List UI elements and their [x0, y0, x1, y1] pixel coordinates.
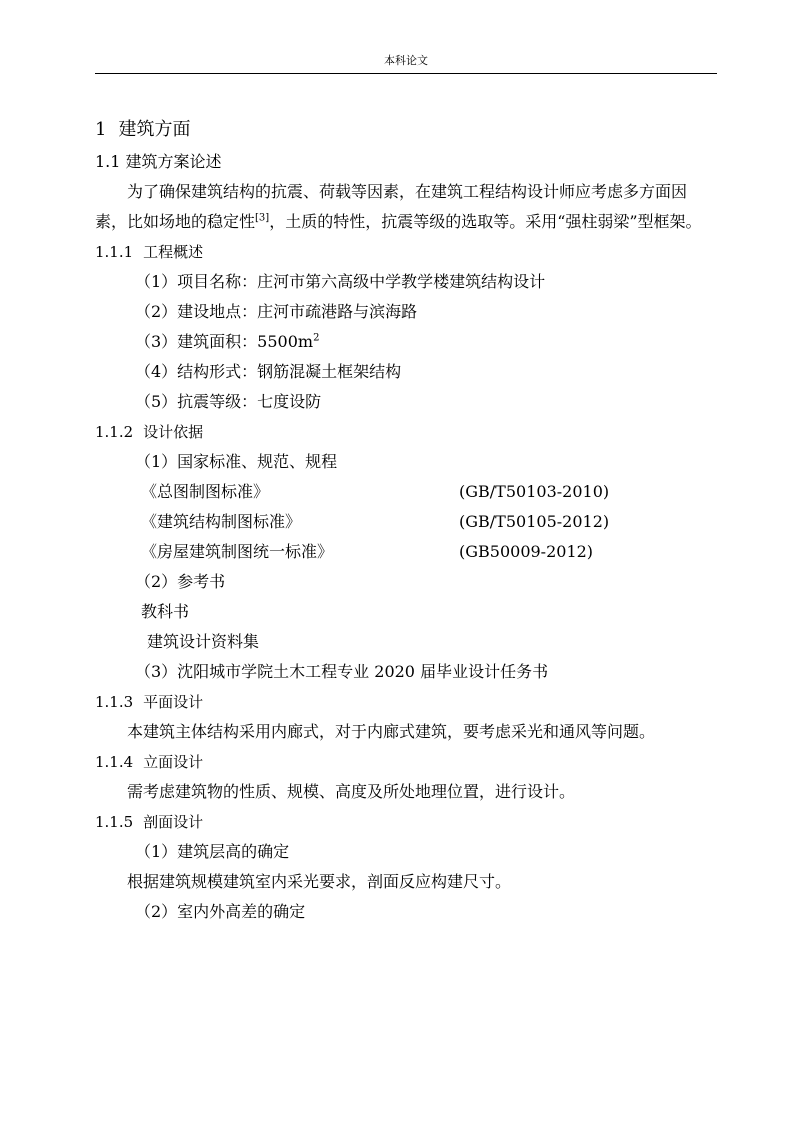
page-content — [95, 115, 717, 927]
subsection-heading-1-1-2 — [95, 417, 717, 447]
list-item: （3）建筑面积：$5500m^2$ — [135, 332, 320, 351]
subsection-number: 1.1.4 — [95, 753, 134, 771]
subsection-paragraph: 本建筑主体结构采用内廊式，对于内廊式建筑，要考虑采光和通风等问题。 — [127, 722, 656, 741]
section-paragraph: 为了确保建筑结构的抗震、荷载等因素，在建筑工程结构设计师应考虑多方面因素，比如场地的稳定性[3]，土质的特性，抗震等级的选取等。采用“强柱弱梁”型框架。 — [95, 182, 702, 231]
standard-row — [95, 477, 717, 507]
subsection-heading-1-1-1 — [95, 237, 717, 267]
standard-title: 《房屋建筑制图统一标准》 — [141, 542, 334, 561]
subsection-title: 平面设计 — [143, 693, 204, 711]
standard-code: (GB50009-2012) — [459, 542, 594, 561]
book-item: 建筑设计资料集 — [147, 632, 260, 651]
header-rule — [95, 73, 717, 74]
standard-code: (GB/T50103-2010) — [459, 482, 610, 501]
section-heading — [95, 147, 717, 177]
subsection-heading-1-1-5 — [95, 807, 717, 837]
standard-title: 《总图制图标准》 — [141, 482, 270, 501]
citation: [3] — [255, 212, 270, 224]
section-title: 建筑方案论述 — [125, 152, 222, 171]
chapter-title: 建筑方面 — [118, 119, 191, 140]
chapter-number: 1 — [95, 119, 107, 140]
subsection-title: 立面设计 — [143, 753, 204, 771]
list-item: （3）沈阳城市学院土木工程专业 2020 届毕业设计任务书 — [135, 662, 549, 681]
list-item: （1）国家标准、规范、规程 — [135, 452, 338, 471]
list-item: （1）项目名称：庄河市第六高级中学教学楼建筑结构设计 — [135, 272, 546, 291]
subsection-number: 1.1.3 — [95, 693, 134, 711]
standard-code: (GB/T50105-2012) — [459, 512, 610, 531]
subsection-title: 剖面设计 — [143, 813, 204, 831]
standard-row — [95, 537, 717, 567]
running-header: 本科论文 — [384, 54, 428, 67]
subsection-title: 设计依据 — [143, 423, 204, 441]
subsection-number: 1.1.1 — [95, 243, 134, 261]
superscript: 2 — [313, 332, 320, 344]
standard-title: 《建筑结构制图标准》 — [141, 512, 302, 531]
subsection-heading-1-1-4 — [95, 747, 717, 777]
subsection-heading-1-1-3 — [95, 687, 717, 717]
subsection-number: 1.1.5 — [95, 813, 134, 831]
subsection-title: 工程概述 — [143, 243, 204, 261]
list-item: （2）建设地点：庄河市疏港路与滨海路 — [135, 302, 418, 321]
list-item: （2）参考书 — [135, 572, 226, 591]
list-item: （1）建筑层高的确定 — [135, 842, 290, 861]
list-item: （2）室内外高差的确定 — [135, 902, 306, 921]
subsection-paragraph: 需考虑建筑物的性质、规模、高度及所处地理位置，进行设计。 — [127, 782, 576, 801]
book-item: 教科书 — [141, 602, 190, 621]
section-number: 1.1 — [95, 152, 121, 171]
subsection-number: 1.1.2 — [95, 423, 134, 441]
chapter-heading — [95, 115, 717, 145]
list-item: （5）抗震等级：七度设防 — [135, 392, 322, 411]
standard-row — [95, 507, 717, 537]
subsection-paragraph: 根据建筑规模建筑室内采光要求，剖面反应构建尺寸。 — [127, 872, 512, 891]
list-item: （4）结构形式：钢筋混凝土框架结构 — [135, 362, 402, 381]
